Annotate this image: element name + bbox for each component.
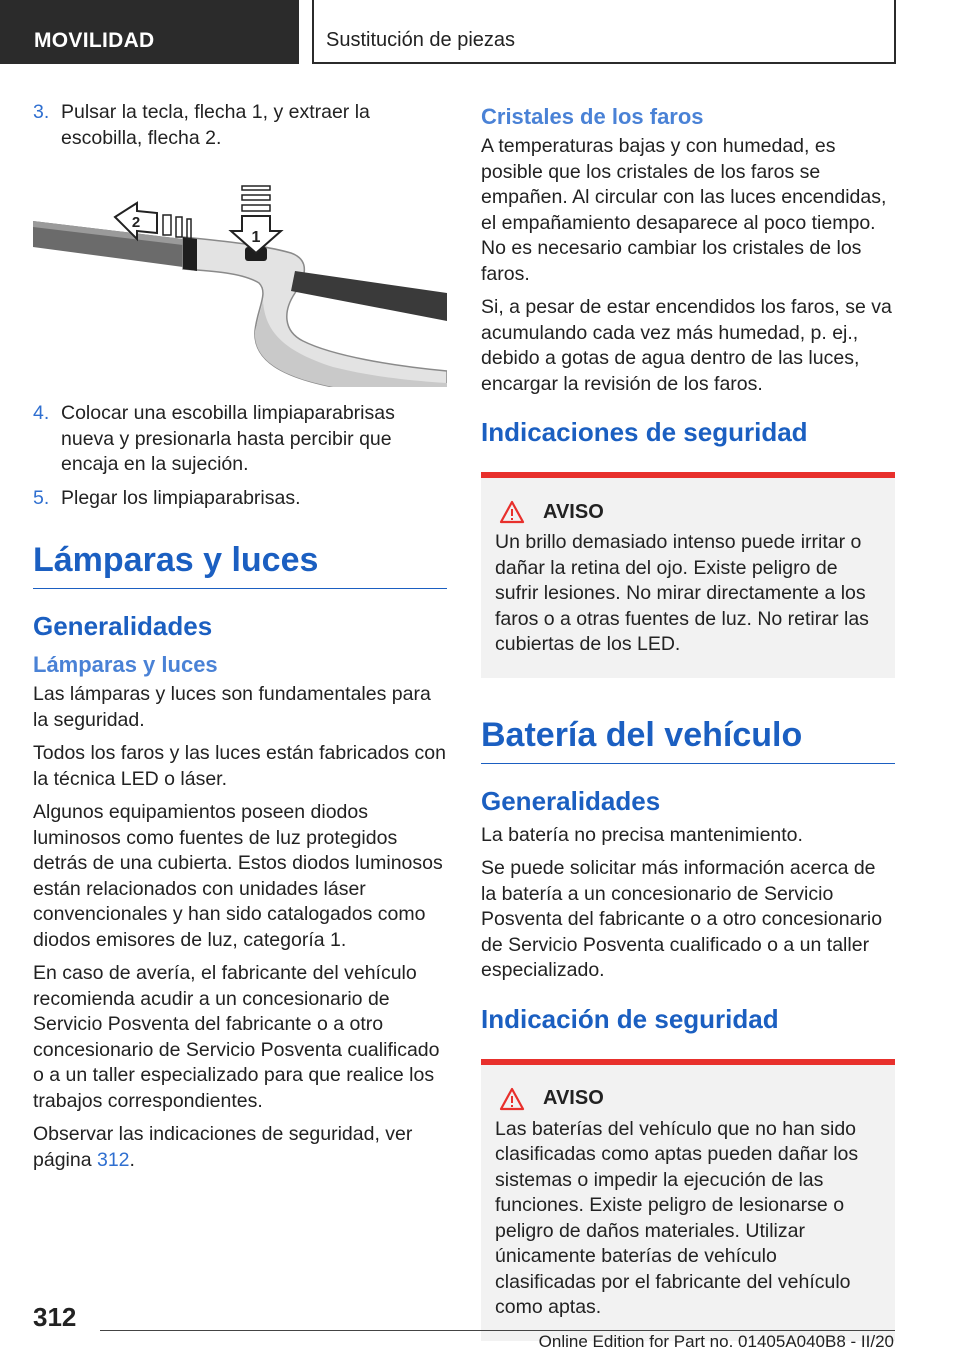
step-number: 4. (33, 402, 50, 424)
chapter-title-battery: Batería del vehículo (481, 716, 895, 764)
header-section-tab: MOVILIDAD (0, 0, 299, 64)
page-header (0, 0, 960, 66)
warning-triangle-icon (499, 1087, 525, 1111)
right-column (481, 100, 895, 1341)
arrow-2-label: 2 (131, 214, 141, 231)
paragraph: Todos los faros y las luces están fabricados con la técnica LED o láser. (33, 742, 446, 790)
header-chapter-tab: Sustitución de piezas (312, 0, 896, 64)
left-column (33, 100, 447, 1181)
warning-text: Un brillo demasiado intenso puede irritar o dañar la retina del ojo. Existe peligro de sufrir lesiones. No mirar directamente a los faros o a otras fuentes de luz. No retirar las cubiertas de los LED. (495, 531, 869, 655)
reference-text: Observar las indicaciones de seguridad, ver página (33, 1123, 413, 1171)
clip-band (183, 237, 197, 271)
subsection-title-headlight-glass: Cristales de los faros (481, 104, 704, 129)
reference-end: . (129, 1148, 135, 1171)
warning-box-light (481, 472, 895, 678)
step-text: Colocar una escobilla limpiaparabrisas nueva y presionarla hasta percibir que encaja en la sujeción. (61, 402, 395, 475)
paragraph: Las lámparas y luces son fundamentales para la seguridad. (33, 683, 431, 731)
section-title-battery-general: Generalidades (481, 785, 661, 816)
warning-triangle-icon (499, 500, 525, 524)
step-text: Plegar los limpiaparabrisas. (61, 486, 301, 509)
section-title-safety: Indicaciones de seguridad (481, 417, 808, 447)
wiper-blade-drawing (33, 181, 447, 387)
paragraph: La batería no precisa mantenimiento. (481, 823, 803, 846)
step-3 (33, 100, 447, 151)
paragraph: Se puede solicitar más información acerca de la batería a un concesionario de Servicio Posventa del fabricante o a otro concesionario de Servicio Posventa cualificado o a un taller especializado. (481, 857, 883, 981)
warning-header (499, 500, 881, 524)
step-number: 3. (33, 101, 50, 123)
wiper-blade-illustration (33, 181, 447, 387)
wiper-blade (291, 271, 447, 321)
reference-paragraph (33, 1122, 447, 1173)
step-text: Pulsar la tecla, flecha 1, y extraer la escobilla, flecha 2. (61, 101, 370, 149)
page-number: 312 (33, 1302, 77, 1332)
chapter-title-lamps: Lámparas y luces (33, 541, 447, 589)
warning-title: AVISO (543, 500, 604, 523)
step-4 (33, 401, 447, 478)
paragraph: Algunos equipamientos poseen diodos luminosos como fuentes de luz protegidos detrás de una cubierta. Estos diodos luminosos están relacionados con unidades láser convencionales y han sido catalogados como diodos emisores de luz, categoría 1. (33, 801, 443, 951)
section-title-battery-safety: Indicación de seguridad (481, 1003, 779, 1034)
warning-box-battery (481, 1059, 895, 1341)
arrow-1-label: 1 (251, 229, 261, 246)
footer-edition: Online Edition for Part no. 01405A040B8 - II/20 (538, 1332, 894, 1351)
paragraph: En caso de avería, el fabricante del vehículo recomienda acudir a un concesionario de Servicio Posventa del fabricante o a otro concesionario de Servicio Posventa cualificado o a un taller especializado para que realice los trabajos correspondientes. (33, 962, 440, 1112)
paragraph: Si, a pesar de estar encendidos los faros, se va acumulando cada vez más humedad, p. ej., debido a gotas de agua dentro de las luces, encargar la revisión de los faros. (481, 296, 892, 395)
step-5 (33, 486, 447, 512)
warning-title: AVISO (543, 1087, 604, 1109)
warning-header (499, 1087, 881, 1111)
subsection-title-lamps: Lámparas y luces (33, 652, 218, 677)
warning-text: Las baterías del vehículo que no han sido clasificadas como aptas pueden dañar los sistemas o impedir la ejecución de las funciones. Existe peligro de lesionarse o peligro de daños materiales. Utilizar únicamente baterías de vehículo clasificadas por el fabricante del vehículo como aptas. (495, 1117, 859, 1318)
page-link[interactable]: 312 (96, 1148, 130, 1171)
footer-divider (100, 1330, 895, 1331)
step-number: 5. (33, 486, 50, 509)
section-title-general: Generalidades (33, 611, 213, 641)
paragraph: A temperaturas bajas y con humedad, es posible que los cristales de los faros se empañen. Al circular con las luces encendidas, el empañamiento desaparece al poco tiempo. No es necesario cambiar los cristales de los faros. (481, 135, 887, 285)
